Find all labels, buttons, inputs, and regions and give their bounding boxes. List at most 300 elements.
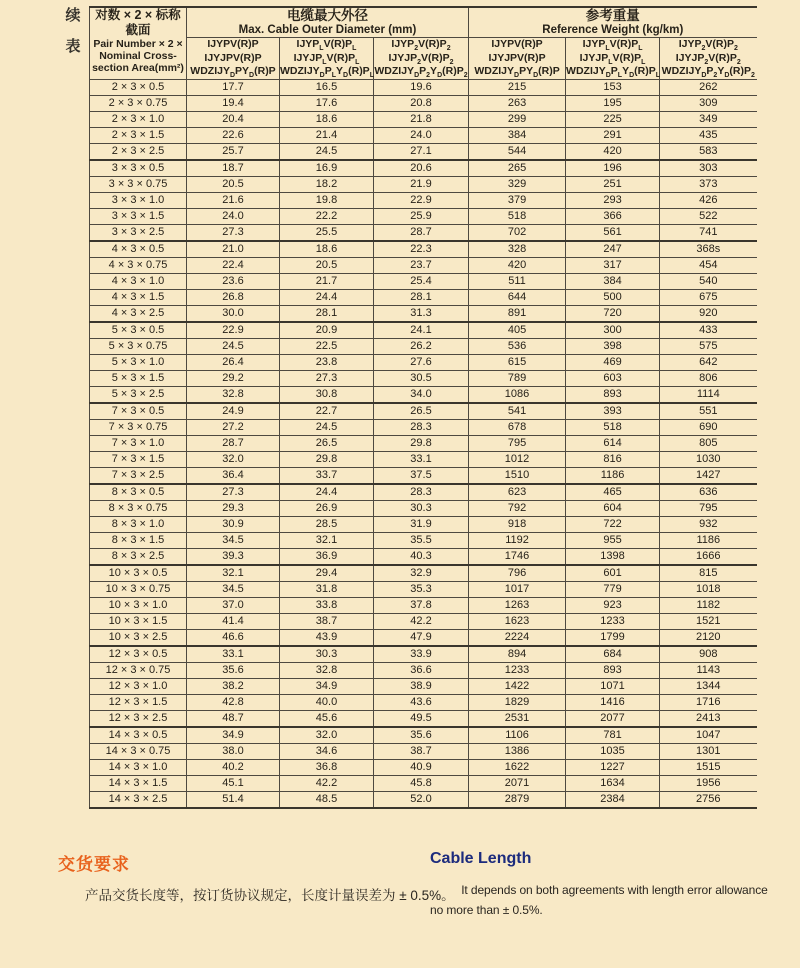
cell-value: 26.8 <box>187 289 280 305</box>
cell-value: 22.9 <box>187 322 280 339</box>
cell-value: 24.0 <box>187 208 280 224</box>
cell-value: 469 <box>566 354 660 370</box>
row-label: 2 × 3 × 2.5 <box>90 143 187 160</box>
cell-value: 426 <box>660 192 757 208</box>
cell-value: 20.4 <box>187 111 280 127</box>
row-label: 5 × 3 × 0.5 <box>90 322 187 339</box>
row-label: 14 × 3 × 2.5 <box>90 791 187 808</box>
row-label: 7 × 3 × 0.5 <box>90 403 187 420</box>
type-code-line: $IJYP_2V(R)P_2$ <box>678 38 738 53</box>
cell-value: 26.9 <box>280 500 374 516</box>
cell-value: 247 <box>566 241 660 258</box>
cell-value: 684 <box>566 646 660 663</box>
cell-value: 1143 <box>660 662 757 678</box>
cell-value: 28.3 <box>374 419 469 435</box>
cell-value: 541 <box>469 403 566 420</box>
type-code-line: $IJYJP_2V(R)P_2$ <box>675 51 741 66</box>
continued-char-1: 续 <box>65 7 81 24</box>
cell-value: 18.7 <box>187 160 280 177</box>
cell-value: 27.3 <box>280 370 374 386</box>
cell-value: 29.8 <box>374 435 469 451</box>
table-row <box>90 694 757 710</box>
cell-value: 46.6 <box>187 629 280 646</box>
cell-value: 893 <box>566 386 660 403</box>
cell-value: 303 <box>660 160 757 177</box>
cell-value: 33.1 <box>187 646 280 663</box>
spec-table-body <box>90 79 757 808</box>
type-code-line: IJYPV(R)P <box>491 38 543 50</box>
table-row <box>90 127 757 143</box>
table-row <box>90 791 757 808</box>
row-label: 14 × 3 × 1.0 <box>90 759 187 775</box>
row-label: 14 × 3 × 1.5 <box>90 775 187 791</box>
cell-value: 24.1 <box>374 322 469 339</box>
cell-value: 265 <box>469 160 566 177</box>
cell-value: 22.3 <box>374 241 469 258</box>
column-header-weight-p <box>469 38 566 80</box>
cell-value: 644 <box>469 289 566 305</box>
diameter-group-zh: 电缆最大外径 <box>287 8 369 23</box>
cell-value: 32.0 <box>280 727 374 744</box>
cell-value: 41.4 <box>187 613 280 629</box>
cell-value: 894 <box>469 646 566 663</box>
cell-value: 24.5 <box>280 143 374 160</box>
table-row <box>90 370 757 386</box>
type-code-line: IJYJPV(R)P <box>488 51 546 64</box>
cell-value: 37.0 <box>187 597 280 613</box>
cell-value: 2120 <box>660 629 757 646</box>
cell-value: 805 <box>660 435 757 451</box>
cell-value: 25.5 <box>280 224 374 241</box>
column-header-diameter-p2 <box>374 38 469 80</box>
cell-value: 615 <box>469 354 566 370</box>
row-label: 3 × 3 × 0.75 <box>90 176 187 192</box>
table-row <box>90 727 757 744</box>
cell-value: 38.9 <box>374 678 469 694</box>
cell-value: 435 <box>660 127 757 143</box>
cell-value: 511 <box>469 273 566 289</box>
row-label: 5 × 3 × 1.0 <box>90 354 187 370</box>
cell-value: 17.7 <box>187 79 280 95</box>
cell-value: 30.8 <box>280 386 374 403</box>
cell-value: 1182 <box>660 597 757 613</box>
cell-value: 349 <box>660 111 757 127</box>
cell-value: 26.4 <box>187 354 280 370</box>
cell-value: 1422 <box>469 678 566 694</box>
row-label: 3 × 3 × 1.0 <box>90 192 187 208</box>
cell-value: 47.9 <box>374 629 469 646</box>
cell-value: 35.6 <box>374 727 469 744</box>
cell-value: 30.0 <box>187 305 280 322</box>
cell-value: 37.8 <box>374 597 469 613</box>
table-row <box>90 111 757 127</box>
cell-value: 1227 <box>566 759 660 775</box>
row-label: 3 × 3 × 0.5 <box>90 160 187 177</box>
cell-value: 43.9 <box>280 629 374 646</box>
cell-value: 1186 <box>566 467 660 484</box>
cell-value: 29.3 <box>187 500 280 516</box>
table-row <box>90 160 757 177</box>
row-label: 8 × 3 × 1.0 <box>90 516 187 532</box>
cell-value: 21.4 <box>280 127 374 143</box>
row-label: 5 × 3 × 0.75 <box>90 338 187 354</box>
cell-value: 22.4 <box>187 257 280 273</box>
row-label: 2 × 3 × 1.0 <box>90 111 187 127</box>
cell-value: 22.2 <box>280 208 374 224</box>
cell-value: 379 <box>469 192 566 208</box>
cell-value: 27.3 <box>187 224 280 241</box>
row-label: 4 × 3 × 0.5 <box>90 241 187 258</box>
cell-value: 1829 <box>469 694 566 710</box>
row-label: 4 × 3 × 1.5 <box>90 289 187 305</box>
type-code-line: $WDZIJY_DPY_D(R)P$ <box>474 65 560 80</box>
row-label: 10 × 3 × 2.5 <box>90 629 187 646</box>
cell-value: 792 <box>469 500 566 516</box>
cell-value: 642 <box>660 354 757 370</box>
table-row <box>90 305 757 322</box>
cell-value: 420 <box>469 257 566 273</box>
table-row <box>90 273 757 289</box>
cell-value: 690 <box>660 419 757 435</box>
cell-value: 24.4 <box>280 289 374 305</box>
table-row <box>90 322 757 339</box>
cell-value: 24.4 <box>280 484 374 501</box>
type-code-header-row <box>90 38 757 80</box>
type-code-line: $IJYP_2V(R)P_2$ <box>391 38 451 53</box>
cell-value: 225 <box>566 111 660 127</box>
cell-value: 893 <box>566 662 660 678</box>
cell-value: 28.1 <box>280 305 374 322</box>
row-label: 5 × 3 × 2.5 <box>90 386 187 403</box>
type-code-line: $IJYJP_LV(R)P_L$ <box>579 51 646 66</box>
cell-value: 1716 <box>660 694 757 710</box>
cell-value: 2879 <box>469 791 566 808</box>
cell-value: 24.5 <box>187 338 280 354</box>
cell-value: 420 <box>566 143 660 160</box>
cell-value: 583 <box>660 143 757 160</box>
table-row <box>90 192 757 208</box>
corner-zh-line1: 对数 × 2 × 标称 <box>95 8 181 22</box>
cell-value: 34.5 <box>187 581 280 597</box>
cell-value: 195 <box>566 95 660 111</box>
cell-value: 368s <box>660 241 757 258</box>
cell-value: 42.2 <box>374 613 469 629</box>
cell-value: 1634 <box>566 775 660 791</box>
cell-value: 196 <box>566 160 660 177</box>
cell-value: 34.5 <box>187 532 280 548</box>
cell-value: 33.9 <box>374 646 469 663</box>
row-label: 10 × 3 × 1.0 <box>90 597 187 613</box>
weight-group-zh: 参考重量 <box>585 8 640 23</box>
cell-value: 34.6 <box>280 743 374 759</box>
type-code-line: $WDZIJY_DP_LY_D(R)P_L$ <box>280 65 374 80</box>
table-row <box>90 484 757 501</box>
cell-value: 1233 <box>566 613 660 629</box>
cell-value: 36.4 <box>187 467 280 484</box>
group-header-row <box>90 7 757 38</box>
cell-value: 48.7 <box>187 710 280 727</box>
cell-value: 251 <box>566 176 660 192</box>
cell-value: 908 <box>660 646 757 663</box>
corner-en-line1: Pair Number × 2 × <box>93 38 183 50</box>
cell-value: 575 <box>660 338 757 354</box>
cell-value: 518 <box>566 419 660 435</box>
cell-value: 17.6 <box>280 95 374 111</box>
cell-value: 25.7 <box>187 143 280 160</box>
cell-value: 32.1 <box>280 532 374 548</box>
cell-value: 35.6 <box>187 662 280 678</box>
cell-value: 601 <box>566 565 660 582</box>
cell-value: 1510 <box>469 467 566 484</box>
table-row <box>90 403 757 420</box>
cell-value: 405 <box>469 322 566 339</box>
cell-value: 20.5 <box>187 176 280 192</box>
cell-value: 1427 <box>660 467 757 484</box>
cell-value: 19.6 <box>374 79 469 95</box>
cell-value: 1233 <box>469 662 566 678</box>
table-row <box>90 500 757 516</box>
cell-value: 28.5 <box>280 516 374 532</box>
cell-value: 35.3 <box>374 581 469 597</box>
cell-value: 34.9 <box>187 727 280 744</box>
cell-value: 30.9 <box>187 516 280 532</box>
table-row <box>90 548 757 565</box>
cell-value: 1416 <box>566 694 660 710</box>
row-label: 4 × 3 × 0.75 <box>90 257 187 273</box>
cell-value: 384 <box>469 127 566 143</box>
cell-value: 40.9 <box>374 759 469 775</box>
row-label: 3 × 3 × 2.5 <box>90 224 187 241</box>
cell-value: 1398 <box>566 548 660 565</box>
row-label: 7 × 3 × 1.0 <box>90 435 187 451</box>
cell-value: 153 <box>566 79 660 95</box>
column-header-diameter-p <box>187 38 280 80</box>
cell-value: 33.8 <box>280 597 374 613</box>
cell-value: 2413 <box>660 710 757 727</box>
cell-value: 38.2 <box>187 678 280 694</box>
row-label: 14 × 3 × 0.75 <box>90 743 187 759</box>
cell-value: 1622 <box>469 759 566 775</box>
cell-value: 2071 <box>469 775 566 791</box>
cell-value: 796 <box>469 565 566 582</box>
cell-value: 30.3 <box>374 500 469 516</box>
cell-value: 28.7 <box>374 224 469 241</box>
type-code-line: $IJYJP_2V(R)P_2$ <box>388 51 454 66</box>
cell-value: 36.9 <box>280 548 374 565</box>
cell-value: 291 <box>566 127 660 143</box>
cell-value: 30.5 <box>374 370 469 386</box>
cell-value: 433 <box>660 322 757 339</box>
cell-value: 536 <box>469 338 566 354</box>
spec-table-head <box>90 7 757 79</box>
cell-value: 300 <box>566 322 660 339</box>
group-header-reference-weight <box>469 7 757 38</box>
group-header-max-outer-diameter <box>187 7 469 38</box>
diameter-group-en: Max. Cable Outer Diameter (mm) <box>238 24 417 36</box>
column-header-diameter-pl <box>280 38 374 80</box>
row-label: 7 × 3 × 1.5 <box>90 451 187 467</box>
cell-value: 891 <box>469 305 566 322</box>
weight-group-en: Reference Weight (kg/km) <box>542 24 684 36</box>
cell-value: 299 <box>469 111 566 127</box>
table-row <box>90 435 757 451</box>
cell-value: 20.9 <box>280 322 374 339</box>
cell-value: 1623 <box>469 613 566 629</box>
cell-value: 614 <box>566 435 660 451</box>
cell-value: 29.4 <box>280 565 374 582</box>
cable-length-text: It depends on both agreements with length error allowance no more than ± 0.5%. <box>430 883 768 918</box>
cell-value: 24.5 <box>280 419 374 435</box>
cell-value: 1030 <box>660 451 757 467</box>
delivery-requirements-section <box>58 850 458 907</box>
cell-value: 22.6 <box>187 127 280 143</box>
cell-value: 32.8 <box>187 386 280 403</box>
cell-value: 317 <box>566 257 660 273</box>
cell-value: 1018 <box>660 581 757 597</box>
cell-value: 23.8 <box>280 354 374 370</box>
table-row <box>90 775 757 791</box>
cell-value: 30.3 <box>280 646 374 663</box>
cell-value: 40.2 <box>187 759 280 775</box>
cell-value: 23.7 <box>374 257 469 273</box>
cell-value: 36.8 <box>280 759 374 775</box>
table-row <box>90 79 757 95</box>
row-label: 2 × 3 × 0.5 <box>90 79 187 95</box>
cell-value: 32.1 <box>187 565 280 582</box>
row-label: 12 × 3 × 1.5 <box>90 694 187 710</box>
cable-spec-table <box>89 6 757 809</box>
cell-value: 702 <box>469 224 566 241</box>
table-row <box>90 451 757 467</box>
type-code-line: $IJYJP_LV(R)P_L$ <box>293 51 360 66</box>
table-row <box>90 597 757 613</box>
cell-value: 22.7 <box>280 403 374 420</box>
cell-value: 38.7 <box>280 613 374 629</box>
cell-value: 2224 <box>469 629 566 646</box>
cell-value: 28.3 <box>374 484 469 501</box>
cell-value: 518 <box>469 208 566 224</box>
row-label: 8 × 3 × 1.5 <box>90 532 187 548</box>
row-label: 2 × 3 × 0.75 <box>90 95 187 111</box>
cell-value: 42.8 <box>187 694 280 710</box>
table-row <box>90 224 757 241</box>
cell-value: 21.6 <box>187 192 280 208</box>
continued-char-2: 表 <box>65 38 81 55</box>
cell-value: 38.7 <box>374 743 469 759</box>
cell-value: 49.5 <box>374 710 469 727</box>
cell-value: 34.9 <box>280 678 374 694</box>
row-label: 8 × 3 × 2.5 <box>90 548 187 565</box>
cell-value: 33.7 <box>280 467 374 484</box>
row-label: 7 × 3 × 0.75 <box>90 419 187 435</box>
cell-value: 544 <box>469 143 566 160</box>
cell-value: 25.4 <box>374 273 469 289</box>
cell-value: 18.6 <box>280 111 374 127</box>
cell-value: 27.2 <box>187 419 280 435</box>
cell-value: 815 <box>660 565 757 582</box>
cell-value: 34.0 <box>374 386 469 403</box>
cell-value: 1746 <box>469 548 566 565</box>
table-row <box>90 662 757 678</box>
cell-value: 25.9 <box>374 208 469 224</box>
cell-value: 16.5 <box>280 79 374 95</box>
cell-value: 262 <box>660 79 757 95</box>
table-row <box>90 743 757 759</box>
cell-value: 384 <box>566 273 660 289</box>
cell-value: 1017 <box>469 581 566 597</box>
corner-en-line3: section Area(mm²) <box>92 62 184 74</box>
row-label: 12 × 3 × 0.75 <box>90 662 187 678</box>
row-label: 8 × 3 × 0.75 <box>90 500 187 516</box>
cell-value: 623 <box>469 484 566 501</box>
cell-value: 741 <box>660 224 757 241</box>
cell-value: 32.8 <box>280 662 374 678</box>
cell-value: 26.5 <box>280 435 374 451</box>
cell-value: 1086 <box>469 386 566 403</box>
cell-value: 816 <box>566 451 660 467</box>
corner-en-line2: Nominal Cross- <box>99 50 177 62</box>
table-row <box>90 354 757 370</box>
cell-value: 32.9 <box>374 565 469 582</box>
cell-value: 393 <box>566 403 660 420</box>
type-code-line: $IJYP_LV(R)P_L$ <box>296 38 357 53</box>
cell-value: 39.3 <box>187 548 280 565</box>
cell-value: 263 <box>469 95 566 111</box>
row-label: 12 × 3 × 2.5 <box>90 710 187 727</box>
cable-length-section <box>430 850 772 921</box>
cell-value: 293 <box>566 192 660 208</box>
row-label: 2 × 3 × 1.5 <box>90 127 187 143</box>
cell-value: 1956 <box>660 775 757 791</box>
type-code-line: IJYJPV(R)P <box>204 51 262 64</box>
cell-value: 18.6 <box>280 241 374 258</box>
table-row <box>90 678 757 694</box>
table-row <box>90 565 757 582</box>
cell-value: 1186 <box>660 532 757 548</box>
cell-value: 29.2 <box>187 370 280 386</box>
cell-value: 45.1 <box>187 775 280 791</box>
cell-value: 1344 <box>660 678 757 694</box>
cell-value: 29.8 <box>280 451 374 467</box>
cell-value: 1301 <box>660 743 757 759</box>
cell-value: 45.6 <box>280 710 374 727</box>
cell-value: 923 <box>566 597 660 613</box>
cell-value: 45.8 <box>374 775 469 791</box>
table-row <box>90 208 757 224</box>
delivery-requirements-heading: 交货要求 <box>58 855 130 874</box>
cell-value: 20.8 <box>374 95 469 111</box>
cell-value: 1047 <box>660 727 757 744</box>
cell-value: 21.7 <box>280 273 374 289</box>
row-label: 3 × 3 × 1.5 <box>90 208 187 224</box>
cell-value: 795 <box>660 500 757 516</box>
table-row <box>90 143 757 160</box>
cell-value: 28.7 <box>187 435 280 451</box>
cell-value: 20.6 <box>374 160 469 177</box>
cell-value: 678 <box>469 419 566 435</box>
cell-value: 551 <box>660 403 757 420</box>
cell-value: 20.5 <box>280 257 374 273</box>
cell-value: 373 <box>660 176 757 192</box>
cell-value: 42.2 <box>280 775 374 791</box>
cell-value: 40.0 <box>280 694 374 710</box>
cell-value: 1386 <box>469 743 566 759</box>
cell-value: 465 <box>566 484 660 501</box>
cell-value: 26.5 <box>374 403 469 420</box>
row-label: 4 × 3 × 1.0 <box>90 273 187 289</box>
table-row <box>90 386 757 403</box>
row-label: 5 × 3 × 1.5 <box>90 370 187 386</box>
